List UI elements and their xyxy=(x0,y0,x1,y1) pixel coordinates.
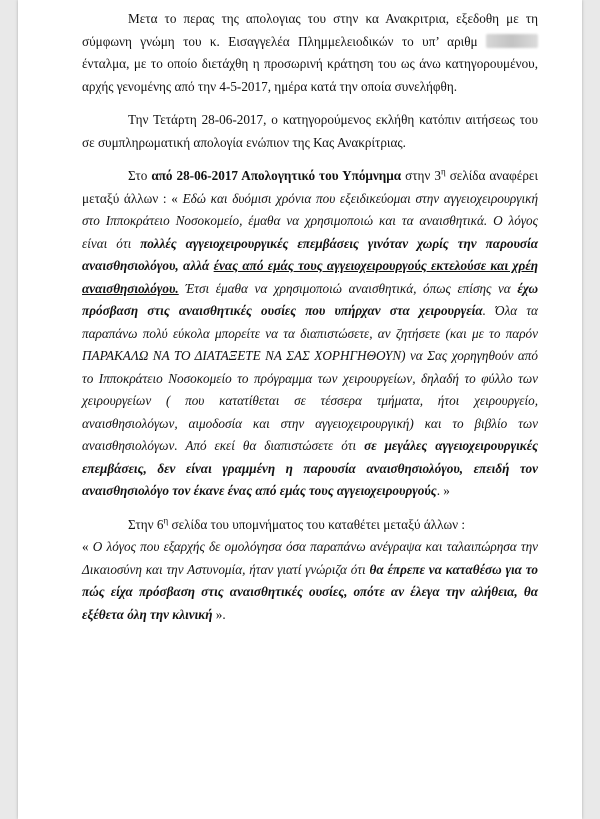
p4-t2: σελίδα του υπομνήματος του καταθέτει μεταξύ άλλων : xyxy=(168,516,466,532)
p3-sup: η xyxy=(440,166,446,177)
p4-t1: Στην 6 xyxy=(128,516,164,532)
p3-bi1: πολλές αγγειοχειρουργικές επεμβάσεις γινόταν χωρίς την παρουσία αναισθησιολόγου, αλλά xyxy=(82,235,539,273)
p3-bi3: σε μεγάλες αγγειοχειρουργικές επεμβάσεις, δεν είναι γραμμένη η παρουσία αναισθησιολόγου, επειδή τον αναισθησιολόγο τον έκανε ένας από εμάς τους αγγειοχειρουργούς xyxy=(82,438,539,498)
paragraph-4-quote xyxy=(82,536,538,626)
paragraph-4 xyxy=(82,514,538,537)
p4-sup: η xyxy=(163,515,169,526)
p3-i1: Εδώ και δυόμισι χρόνια που εξειδικεύομαι στην αγγειοχειρουργική στο Ιπποκράτειο Νοσοκομείο, έμαθα να χρησιμοποιώ και τα αναισθητικά. Ο λόγος είναι ότι xyxy=(82,190,538,251)
p4-i1: Ο λόγος που εξαρχής δε ομολόγησα όσα παραπάνω ανέγραψα και ταλαιπώρησα την Δικαιοσύνη και την Αστυνομία, ήταν γιατί γνώριζα ότι xyxy=(82,539,538,577)
p3-t2: στην 3 xyxy=(401,168,441,183)
p3-t1: Στο xyxy=(128,168,152,183)
p3-t4: . » xyxy=(436,483,450,498)
p4-t4: ». xyxy=(212,606,226,622)
p3-bi2: έχω πρόσβαση στις αναισθητικές ουσίες που υπήρχαν στα χειρουργεία xyxy=(82,280,538,318)
paragraph-3 xyxy=(82,165,538,503)
p4-bi1: θα έπρεπε να καταθέσω για το πώς είχα πρόσβαση στις αναισθητικές ουσίες, οπότε αν έλεγα την αλήθεια, θα εξέθετα όλη την κλινική xyxy=(82,561,538,622)
document-body xyxy=(82,8,538,637)
p3-i3: . Όλα τα παραπάνω πολύ εύκολα μπορείτε να τα διαπιστώσετε, αν ζητήσετε (και με το παρόν ΠΑΡΑΚΑΛΩ ΝΑ ΤΟ ΔΙΑΤΑΞΕΤΕ ΝΑ ΣΑΣ ΧΟΡΗΓΗΘΟΥΝ) να Σας χορηγηθούν από το Ιπποκράτειο Νοσοκομείο το πρόγραμμα των χειρουργείων, δηλαδή το φύλλο των χειρουργείων ( που κατατίθεται σε τέσσερα τμήματα, ήτοι χειρουργείο, αναισθησιολόγων, αιμοδοσία και στην αγγειοχειρουργική) και το βιβλίο των αναισθησιολόγων. Από εκεί θα διαπιστώσετε ότι xyxy=(82,303,538,453)
p1-text-a: Μετα το περας της απολογιας του στην κα Ανακριτρια, εξεδοθη με τη σύμφωνη γνώμη του κ. Εισαγγελέα Πλημμελειοδικών το υπ’ αριθμ xyxy=(82,11,538,49)
paragraph-1 xyxy=(82,8,538,98)
p3-bu1: ένας από εμάς τους αγγειοχειρουργούς εκτελούσε και χρέη αναισθησιολόγου. xyxy=(82,258,538,296)
redacted-number xyxy=(486,34,538,48)
p3-t3: σελίδα αναφέρει μεταξύ άλλων : « xyxy=(82,168,538,206)
p3-memo-title: από 28-06-2017 Απολογητικό του Υπόμνημα xyxy=(151,168,402,183)
paragraph-2: Την Τετάρτη 28-06-2017, ο κατηγορούμενος εκλήθη κατόπιν αιτήσεως του σε συμπληρωματική απολογία ενώπιον της Κας Ανακρίτριας. xyxy=(82,112,538,150)
document-page xyxy=(18,0,582,819)
p3-i2: Έτσι έμαθα να χρησιμοποιώ αναισθητικά, όπως επίσης να xyxy=(178,280,518,296)
p1-text-b: ένταλμα, με το οποίο διετάχθη η προσωρινή κράτηση του ως άνω κατηγορουμένου, αρχής γενομένης από την 4-5-2017, ημέρα κατά την οποία συνελήφθη. xyxy=(82,56,538,94)
p4-t3: « xyxy=(82,539,93,554)
